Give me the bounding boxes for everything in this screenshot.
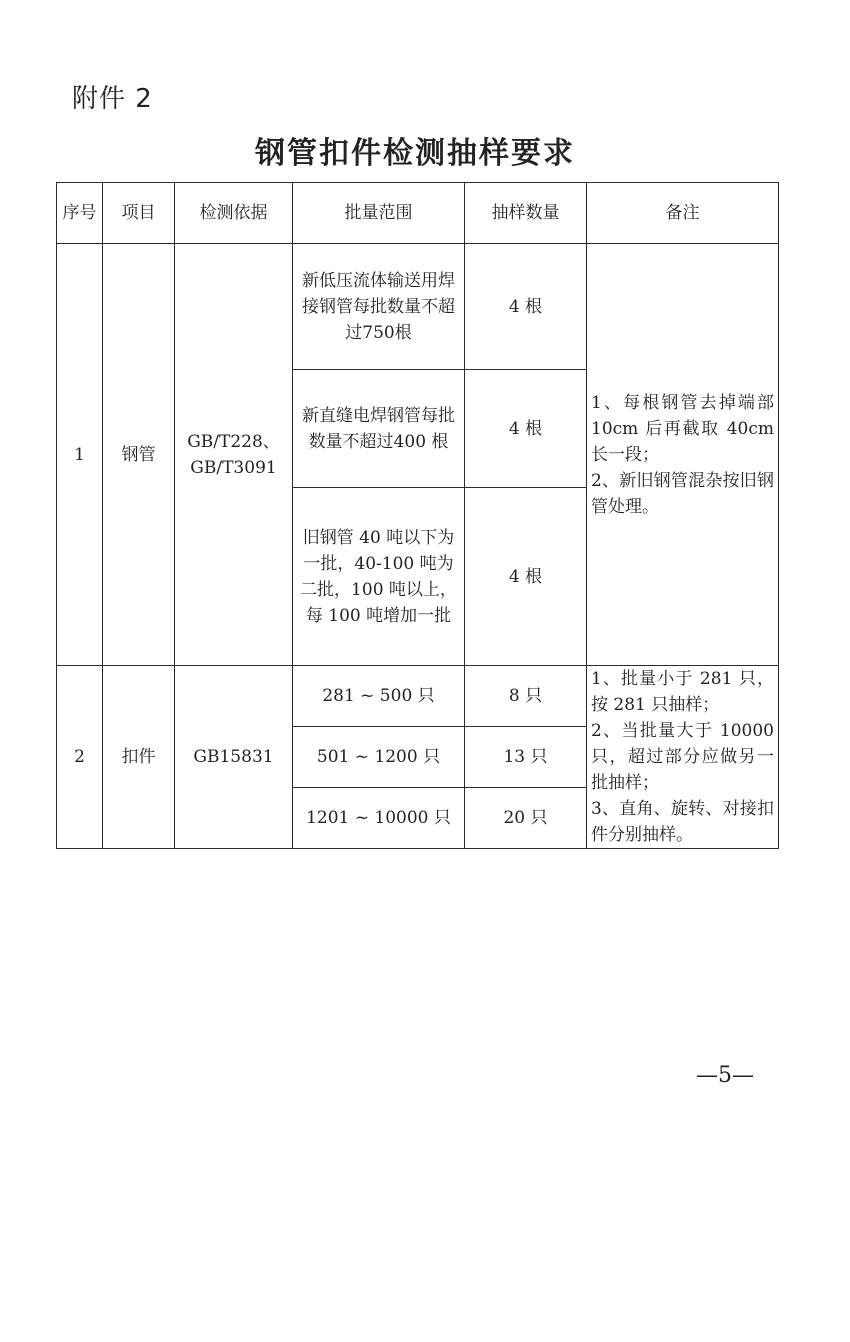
table-header-row — [57, 183, 779, 244]
header-note: 备注 — [587, 183, 779, 244]
note-line: 2、新旧钢管混杂按旧钢管处理。 — [591, 470, 774, 517]
seq-cell: 2 — [57, 666, 103, 849]
qty-cell: 13 只 — [465, 727, 587, 788]
note-line: 1、每根钢管去掉端部 10cm 后再截取 40cm 长一段； — [591, 392, 774, 465]
header-basis: 检测依据 — [175, 183, 293, 244]
header-seq: 序号 — [57, 183, 103, 244]
header-range: 批量范围 — [293, 183, 465, 244]
qty-cell: 4 根 — [465, 370, 587, 488]
range-cell: 281 ~ 500 只 — [293, 666, 465, 727]
range-cell: 新低压流体输送用焊接钢管每批数量不超过750根 — [293, 244, 465, 370]
note-cell — [587, 666, 779, 849]
range-cell: 旧钢管 40 吨以下为一批，40-100 吨为二批，100 吨以上，每 100 吨增加一批 — [293, 488, 465, 666]
range-cell: 1201 ~ 10000 只 — [293, 788, 465, 849]
seq-cell: 1 — [57, 244, 103, 666]
item-cell: 钢管 — [103, 244, 175, 666]
item-cell: 扣件 — [103, 666, 175, 849]
sampling-requirements-table — [56, 182, 779, 849]
basis-cell: GB15831 — [175, 666, 293, 849]
qty-cell: 4 根 — [465, 244, 587, 370]
range-cell: 501 ~ 1200 只 — [293, 727, 465, 788]
note-line: 2、当批量大于 10000 只，超过部分应做另一批抽样； — [591, 721, 774, 793]
note-cell — [587, 244, 779, 666]
page-number: —5— — [696, 1063, 754, 1088]
range-cell: 新直缝电焊钢管每批数量不超过400 根 — [293, 370, 465, 488]
basis-cell: GB/T228、GB/T3091 — [175, 244, 293, 666]
header-qty: 抽样数量 — [465, 183, 587, 244]
qty-cell: 20 只 — [465, 788, 587, 849]
note-line: 1、批量小于 281 只，按 281 只抽样； — [591, 669, 774, 715]
document-title: 钢管扣件检测抽样要求 — [255, 136, 575, 171]
qty-cell: 8 只 — [465, 666, 587, 727]
table-row — [57, 666, 779, 727]
note-line: 3、直角、旋转、对接扣件分别抽样。 — [591, 799, 774, 845]
header-item: 项目 — [103, 183, 175, 244]
table-row — [57, 244, 779, 370]
qty-cell: 4 根 — [465, 488, 587, 666]
attachment-label: 附件 2 — [72, 84, 153, 114]
